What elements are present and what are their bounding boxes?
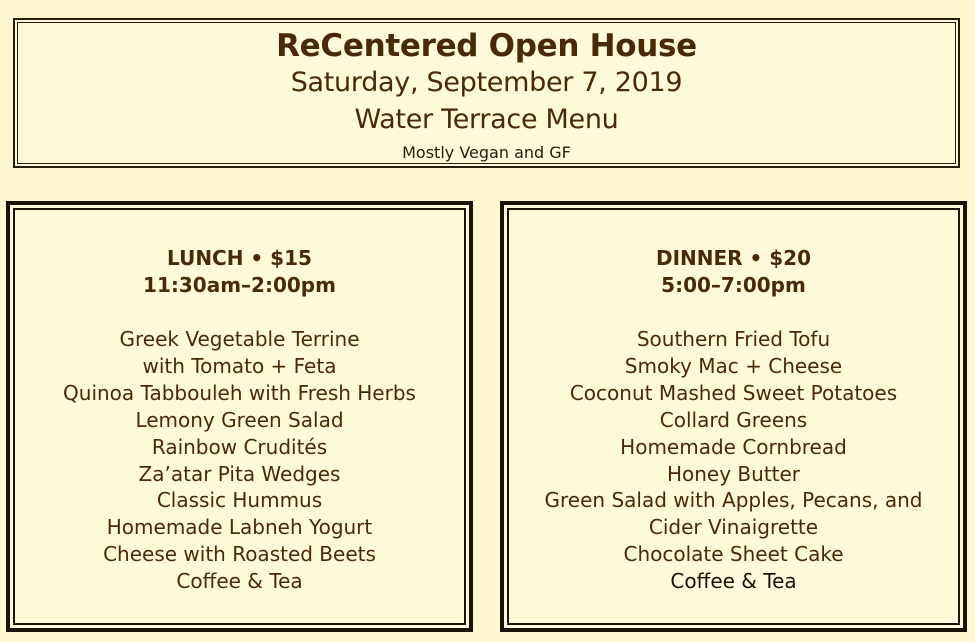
dinner-heading [504,245,963,299]
menu-item: Honey Butter [666,461,801,486]
menu-subtitle: Water Terrace Menu [354,104,619,135]
lunch-title: LUNCH • $15 [167,246,312,270]
lunch-heading [10,245,469,299]
dinner-menu-box [500,201,967,632]
menu-item: Za’atar Pita Wedges [138,461,341,486]
diet-note: Mostly Vegan and GF [402,143,571,162]
dinner-items-list [504,326,963,595]
menu-item: Collard Greens [659,407,808,432]
menu-item: Quinoa Tabbouleh with Fresh Herbs [63,380,416,405]
event-title: ReCentered Open House [276,28,697,64]
menu-item: Chocolate Sheet Cake [623,542,844,567]
event-date: Saturday, September 7, 2019 [290,67,683,98]
menu-item: with Tomato + Feta [142,353,337,378]
menu-item: Classic Hummus [156,488,323,513]
menu-item: Smoky Mac + Cheese [624,353,843,378]
menu-item: Coffee & Tea [670,569,797,594]
menu-item: Southern Fried Tofu [636,327,831,351]
menu-item: Greek Vegetable Terrine [119,327,360,351]
dinner-hours: 5:00–7:00pm [661,273,806,297]
menu-item: Rainbow Crudités [151,434,328,459]
menu-item: Homemade Cornbread [620,434,847,459]
menu-item: Lemony Green Salad [135,407,344,432]
menu-item: Coconut Mashed Sweet Potatoes [569,380,898,405]
menu-item: Green Salad with Apples, Pecans, and [544,488,923,513]
menu-item: Cheese with Roasted Beets [103,542,376,567]
lunch-hours: 11:30am–2:00pm [143,273,336,297]
lunch-menu-box [6,201,473,632]
header-box [13,18,960,168]
lunch-items-list [10,326,469,595]
menu-item: Coffee & Tea [176,569,303,594]
dinner-title: DINNER • $20 [655,246,812,270]
menu-item: Homemade Labneh Yogurt [106,515,373,540]
menu-item: Cider Vinaigrette [648,515,819,540]
